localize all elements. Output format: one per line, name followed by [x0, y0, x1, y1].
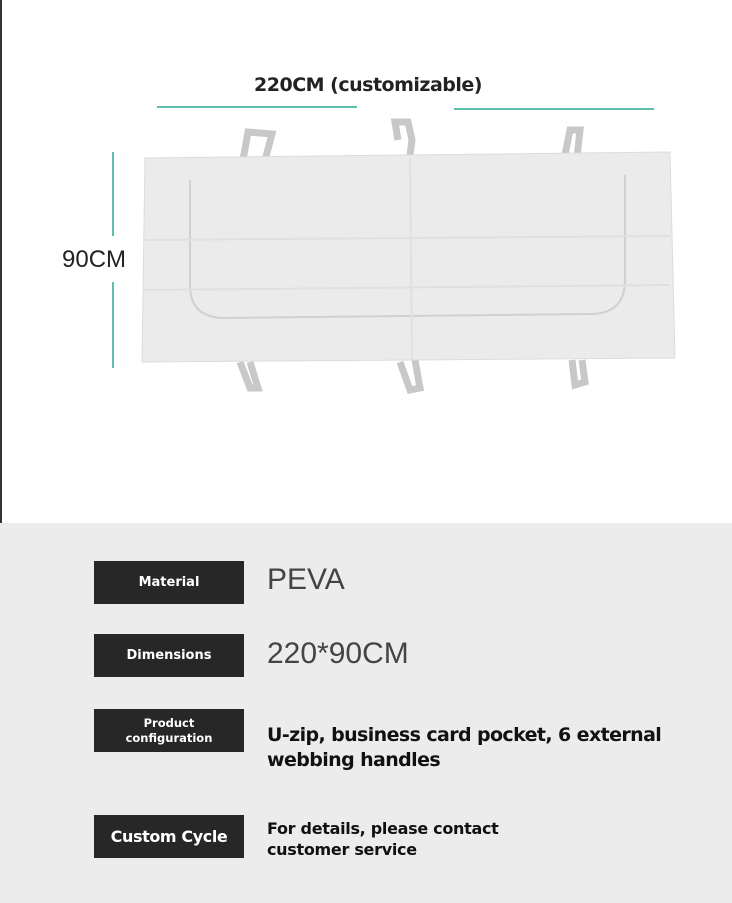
height-dimension-label: 90CM — [62, 246, 127, 273]
spec-label-product-configuration: Product configuration — [94, 709, 244, 752]
spec-label-material: Material — [94, 561, 244, 604]
width-dimension-label: 220CM (customizable) — [254, 74, 482, 96]
spec-value-material: PEVA — [267, 563, 345, 596]
spec-label-custom-cycle: Custom Cycle — [94, 815, 244, 858]
spec-value-product-configuration: U-zip, business card pocket, 6 external webbing handles — [267, 724, 662, 771]
spec-label-dimensions: Dimensions — [94, 634, 244, 677]
specs-section — [0, 523, 732, 903]
spec-value-dimensions: 220*90CM — [267, 637, 409, 670]
spec-value-custom-cycle: For details, please contact customer service — [267, 819, 499, 859]
